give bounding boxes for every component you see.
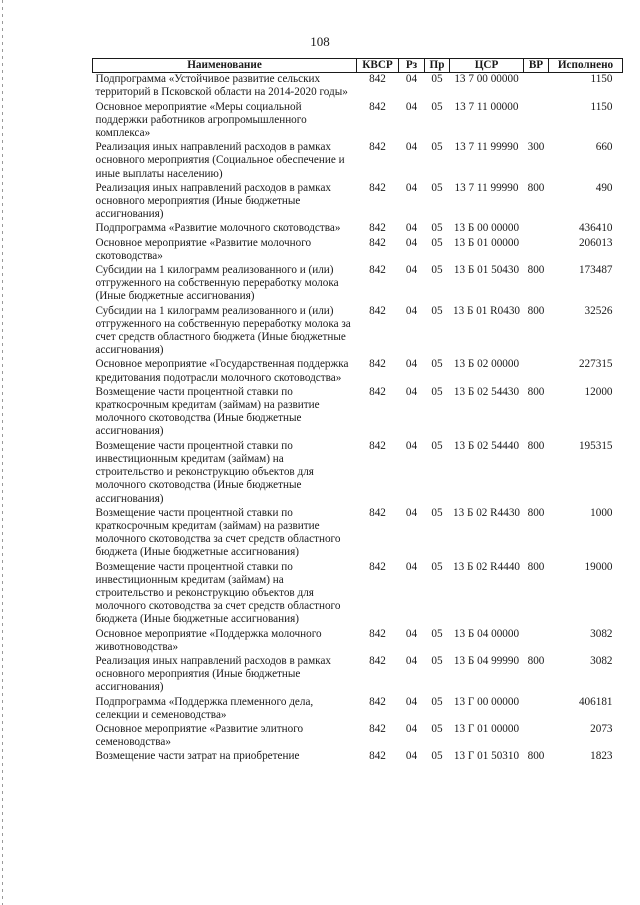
cell-pr: 05 [431,439,443,452]
table-row [93,305,623,359]
cell-kvsr: 842 [369,100,386,113]
cell-kvsr: 842 [369,141,386,154]
table-row [93,73,623,101]
cell-name: Субсидии на 1 килограмм реализованного и (или) отгруженного на собственную переработку молока (Иные бюджетные ассигнования) [95,264,339,303]
header-vr: ВР [524,59,549,73]
cell-name: Возмещение части процентной ставки по инвестиционным кредитам (займам) на строительство и реконструкцию объектов для молочного скотоводства (Иные бюджетные ассигнования) [95,439,314,505]
cell-rz: 04 [405,627,418,640]
table-row [93,696,623,723]
cell-kvsr: 842 [369,560,386,573]
cell-name: Подпрограмма «Поддержка племенного дела, селекции и семеноводства» [95,695,314,721]
header-executed: Исполнено [549,59,623,73]
cell-pr: 05 [431,385,443,398]
page-number: 108 [310,34,330,49]
cell-vr [524,237,549,264]
table-row [93,655,623,696]
cell-pr: 05 [431,654,443,667]
cell-executed: 195315 [578,439,613,452]
table-row [93,264,623,305]
cell-kvsr: 842 [369,695,386,708]
cell-kvsr: 842 [369,304,386,317]
table-row [93,222,623,236]
cell-rz: 04 [405,100,418,113]
cell-rz: 04 [405,385,418,398]
cell-csr: 13 Б 02 R4430 [452,506,521,519]
header-kvsr: КВСР [357,59,399,73]
cell-kvsr: 842 [369,181,386,194]
cell-pr: 05 [431,141,443,154]
cell-csr: 13 7 11 99990 [454,181,519,194]
cell-pr: 05 [431,264,443,277]
cell-vr: 300 [527,141,545,154]
cell-pr: 05 [431,358,443,371]
cell-csr: 13 Б 04 99990 [453,654,520,667]
cell-name: Основное мероприятие «Меры социальной поддержки работников агропромышленного комплекса» [95,100,307,140]
table-row [93,101,623,142]
header-csr: ЦСР [450,59,524,73]
cell-csr: 13 7 00 00000 [454,73,519,86]
cell-csr: 13 Г 00 00000 [453,695,520,708]
cell-vr: 800 [527,654,545,667]
cell-executed: 436410 [578,222,613,235]
cell-executed: 19000 [584,560,613,573]
cell-name: Реализация иных направлений расходов в рамках основного мероприятия (Социальное обеспечение и иные выплаты населению) [95,141,345,180]
header-rz: Рз [399,59,425,73]
cell-rz: 04 [405,560,418,573]
cell-csr: 13 Б 02 R4440 [452,560,521,573]
cell-name: Возмещение части процентной ставки по инвестиционным кредитам (займам) на строительство и реконструкцию объектов для молочного скотоводства за счет средств областного бюджета (Иные бюджетные ассигнования) [95,560,341,626]
cell-csr: 13 Б 02 54430 [453,385,520,398]
cell-rz: 04 [405,358,418,371]
cell-vr: 800 [527,439,545,452]
cell-vr: 800 [527,560,545,573]
header-pr: Пр [425,59,450,73]
cell-pr: 05 [431,73,443,86]
cell-rz: 04 [405,222,418,235]
cell-pr: 05 [431,222,443,235]
cell-rz: 04 [405,304,418,317]
table-header [93,59,623,73]
cell-rz: 04 [405,750,418,763]
cell-kvsr: 842 [369,750,386,763]
cell-executed: 3082 [590,654,613,667]
cell-kvsr: 842 [369,222,386,235]
cell-rz: 04 [405,236,418,249]
cell-kvsr: 842 [369,654,386,667]
cell-csr: 13 Б 02 00000 [453,358,520,371]
table-row [93,750,623,764]
cell-executed: 490 [595,181,613,194]
table-row [93,723,623,750]
cell-csr: 13 Г 01 50310 [453,750,520,763]
cell-pr: 05 [431,181,443,194]
cell-executed: 1150 [590,73,613,86]
cell-vr [524,358,549,385]
cell-pr: 05 [431,506,443,519]
table-row [93,237,623,264]
cell-csr: 13 Б 04 00000 [453,627,520,640]
header-name: Наименование [93,59,357,73]
cell-executed: 1150 [590,100,613,113]
cell-vr: 800 [527,181,545,194]
cell-executed: 206013 [578,236,613,249]
cell-kvsr: 842 [369,358,386,371]
cell-kvsr: 842 [369,627,386,640]
cell-name: Основное мероприятие «Развитие молочного скотоводства» [95,236,312,262]
cell-executed: 660 [595,141,613,154]
cell-name: Реализация иных направлений расходов в рамках основного мероприятия (Иные бюджетные ассигнования) [95,654,332,694]
scan-edge [2,0,3,905]
table-row [93,182,623,223]
cell-csr: 13 Б 01 00000 [453,236,520,249]
cell-vr [524,723,549,750]
cell-rz: 04 [405,439,418,452]
cell-csr: 13 7 11 00000 [454,100,519,113]
cell-executed: 2073 [590,722,613,735]
cell-vr: 800 [527,506,545,519]
table-row [93,507,623,561]
cell-vr [524,222,549,236]
cell-pr: 05 [431,695,443,708]
cell-vr [524,628,549,655]
cell-csr: 13 Б 02 54440 [453,439,520,452]
table-row [93,628,623,655]
cell-rz: 04 [405,73,418,86]
cell-pr: 05 [431,750,443,763]
cell-vr [524,73,549,101]
cell-executed: 3082 [590,627,613,640]
cell-csr: 13 Б 01 R0430 [452,304,521,317]
cell-executed: 173487 [578,264,613,277]
cell-executed: 1823 [590,750,613,763]
table-row [93,141,623,182]
cell-csr: 13 7 11 99990 [454,141,519,154]
cell-pr: 05 [431,100,443,113]
cell-executed: 1000 [590,506,613,519]
cell-csr: 13 Б 01 50430 [453,264,520,277]
cell-name: Возмещение части затрат на приобретение [95,750,300,763]
cell-name: Субсидии на 1 килограмм реализованного и (или) отгруженного на собственную переработку молока за счет средств областного бюджета (Иные бюджетные ассигнования) [95,304,351,357]
cell-name: Основное мероприятие «Развитие элитного семеноводства» [95,722,304,749]
cell-kvsr: 842 [369,506,386,519]
cell-csr: 13 Б 00 00000 [453,222,520,235]
cell-executed: 32526 [584,304,613,317]
cell-name: Возмещение части процентной ставки по краткосрочным кредитам (займам) на развитие молочного скотоводства за счет средств областного бюджета (Иные бюджетные ассигнования) [95,506,341,559]
cell-kvsr: 842 [369,236,386,249]
cell-rz: 04 [405,141,418,154]
cell-pr: 05 [431,236,443,249]
cell-vr: 800 [527,304,545,317]
cell-name: Подпрограмма «Развитие молочного скотоводства» [95,222,341,235]
cell-executed: 227315 [578,358,613,371]
cell-kvsr: 842 [369,264,386,277]
table-row [93,561,623,628]
cell-name: Основное мероприятие «Поддержка молочного животноводства» [95,627,322,653]
cell-name: Реализация иных направлений расходов в рамках основного мероприятия (Иные бюджетные ассигнования) [95,181,332,221]
table-row [93,358,623,385]
cell-vr [524,696,549,723]
cell-name: Подпрограмма «Устойчивое развитие сельских территорий в Псковской области на 2014-2020 годы» [95,73,348,99]
cell-name: Основное мероприятие «Государственная поддержка кредитования подотрасли молочного скотоводства» [95,358,349,384]
cell-pr: 05 [431,304,443,317]
cell-name: Возмещение части процентной ставки по краткосрочным кредитам (займам) на развитие молочного скотоводства (Иные бюджетные ассигнования) [95,385,320,438]
cell-pr: 05 [431,722,443,735]
cell-vr: 800 [527,264,545,277]
cell-rz: 04 [405,654,418,667]
cell-vr: 800 [527,750,545,763]
cell-rz: 04 [405,181,418,194]
cell-rz: 04 [405,506,418,519]
budget-table [92,58,623,765]
cell-pr: 05 [431,560,443,573]
cell-kvsr: 842 [369,439,386,452]
cell-vr: 800 [527,385,545,398]
table-row [93,386,623,440]
cell-pr: 05 [431,627,443,640]
table-row [93,440,623,507]
cell-executed: 406181 [578,695,613,708]
cell-kvsr: 842 [369,385,386,398]
cell-vr [524,101,549,142]
cell-rz: 04 [405,695,418,708]
cell-rz: 04 [405,264,418,277]
cell-executed: 12000 [584,385,613,398]
cell-kvsr: 842 [369,73,386,86]
cell-rz: 04 [405,722,418,735]
cell-kvsr: 842 [369,722,386,735]
cell-csr: 13 Г 01 00000 [453,722,520,735]
